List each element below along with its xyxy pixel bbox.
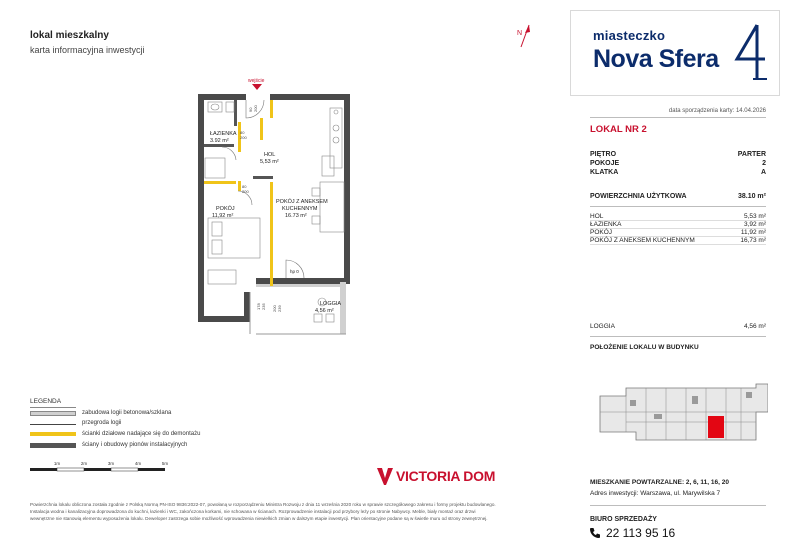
door-dim: 90	[248, 107, 253, 112]
legend-underline	[30, 407, 76, 408]
height-marker: hp 0	[290, 269, 299, 274]
usable-area-label: POWIERZCHNIA UŻYTKOWA	[590, 193, 687, 200]
north-label: N	[517, 30, 523, 37]
legend-item-removable-walls: ścianki działowe nadające się do demontażu	[30, 431, 290, 439]
brand-logo-box	[570, 10, 780, 96]
document-subtitle: karta informacyjna inwestycji	[30, 45, 145, 55]
card-date: data sporządzenia karty: 14.04.2026	[668, 108, 766, 114]
hall-area: 5,53 m²	[260, 159, 279, 165]
door-dim: 200	[242, 189, 249, 194]
developer-logo	[376, 466, 516, 486]
bath-name: ŁAZIENKA	[210, 131, 237, 137]
usable-area-row	[590, 193, 766, 200]
scale-tick: 3m	[107, 461, 115, 466]
investment-address: Adres inwestycji: Warszawa, ul. Marywilska 7	[590, 490, 721, 497]
scale-tick: 2m	[80, 461, 88, 466]
legend-item-loggia-partition: przegroda logii	[30, 420, 290, 428]
room-area: 11,92 m²	[740, 229, 766, 236]
room-area: 11,92 m²	[212, 213, 234, 219]
sales-office-label: BIURO SPRZEDAŻY	[590, 516, 657, 523]
scale-tick: 1m	[53, 461, 61, 466]
legend-item-walls: ściany i obudowy pionów instalacyjnych	[30, 442, 290, 450]
linked-units: MIESZKANIE POWTARZALNE: 2, 6, 11, 16, 20	[590, 479, 729, 486]
rooms-value: 2	[762, 160, 766, 167]
developer-name: VICTORIA DOM	[396, 468, 496, 484]
room-row	[590, 229, 766, 237]
rooms-label: POKOJE	[590, 160, 620, 167]
stair-row	[590, 169, 766, 176]
yellow-bar-icon	[30, 432, 76, 436]
unit-title: LOKAL NR 2	[590, 124, 647, 135]
north-arrow-icon	[515, 23, 535, 49]
rooms-row	[590, 160, 766, 167]
hall-name: HOL	[264, 152, 276, 158]
divider	[590, 336, 766, 337]
divider	[590, 505, 766, 506]
building-position-map	[596, 382, 768, 446]
room-row	[590, 237, 766, 245]
grey-bar-icon	[30, 411, 76, 416]
door-dim: 200	[272, 305, 277, 312]
stair-label: KLATKA	[590, 169, 619, 176]
window-dim: 178	[256, 303, 261, 310]
door-dim: 80	[242, 184, 247, 189]
door-dim: 80	[240, 130, 245, 135]
living-area: 16.73 m²	[285, 213, 307, 219]
door-dim: 200	[253, 105, 258, 112]
usable-area-value: 38.10 m²	[737, 193, 766, 200]
floor-plan	[190, 78, 360, 340]
window-dim: 235	[261, 303, 266, 310]
brand-four-icon	[733, 23, 769, 81]
room-area: 3,92 m²	[743, 221, 766, 228]
room-name: POKÓJ Z ANEKSEM KUCHENNYM	[590, 237, 695, 244]
legal-footnote: Powierzchnia lokalu obliczona została zgodnie z Polską Normą PN-ISO 9836:2022-07, powołaną w rozporządzeniu Ministra Rozwoju z dnia 11 września 2020 roku w sprawie szczegółowego zakresu i formy projektu budowlanego. Instalacja wodna i kanalizacyjna doprowadzona do kuchni, łazienki i WC, zakończona korkami, nie schowana w ścianach. Rozprowadzenie instalacji pod przybory leży po stronie Nabywcy. Meble, biały montaż oraz drzwi wewnętrzne nie stanowią elementu wyposażenia lokalu. Deweloper zastrzega sobie możliwość wprowadzenia niewielkich zmian w dalszym etapie inwestycji. Plan orientacyjne podane są w świetle muru od strony zewnętrznej.	[30, 502, 496, 521]
living-name-line2: KUCHENNYM	[282, 206, 318, 212]
room-name: HOL	[590, 213, 604, 220]
victoria-dom-logo-icon	[376, 466, 394, 486]
entrance-arrow-icon	[252, 84, 262, 90]
document-title: lokal mieszkalny	[30, 30, 109, 41]
divider	[590, 117, 766, 118]
thin-line-icon	[30, 424, 76, 425]
room-row	[590, 221, 766, 229]
dark-bar-icon	[30, 443, 76, 448]
room-row	[590, 213, 766, 221]
bath-area: 3.92 m²	[210, 138, 229, 144]
stair-value: A	[760, 169, 766, 176]
loggia-row	[590, 323, 766, 330]
loggia-area: 4,56 m²	[743, 323, 766, 330]
brand-line1: miasteczko	[593, 28, 666, 43]
legend-title: LEGENDA	[30, 398, 62, 405]
loggia-area: 4,56 m²	[315, 308, 334, 314]
floor-label: PIĘTRO	[590, 151, 617, 158]
room-area: 16,73 m²	[740, 237, 766, 244]
door-dim: 239	[277, 305, 282, 312]
loggia-name: LOGGIA	[590, 323, 615, 330]
room-name: ŁAZIENKA	[590, 221, 622, 228]
floor-value: PARTER	[737, 151, 766, 158]
scale-tick: 4m	[134, 461, 142, 466]
loggia-name: LOGGIA	[320, 301, 342, 307]
door-dim: 200	[240, 135, 247, 140]
divider	[590, 206, 766, 207]
entrance-label: wejście	[248, 78, 265, 84]
scale-bar	[30, 460, 190, 474]
floor-row	[590, 151, 766, 158]
room-name: POKÓJ	[590, 229, 613, 236]
living-name-line1: POKÓJ Z ANEKSEM	[276, 199, 328, 205]
room-area: 5,53 m²	[743, 213, 766, 220]
scale-tick: 5m	[161, 461, 169, 466]
room-name: POKÓJ	[216, 206, 235, 212]
unit-highlight	[708, 416, 724, 438]
legend-item-loggia-enclosure: zabudowa logii betonowa/szklana	[30, 410, 290, 418]
phone-icon	[589, 527, 601, 539]
brand-line2: Nova Sfera	[593, 45, 719, 73]
position-label: POŁOŻENIE LOKALU W BUDYNKU	[590, 344, 699, 351]
sales-phone[interactable]: 22 113 95 16	[606, 526, 676, 540]
